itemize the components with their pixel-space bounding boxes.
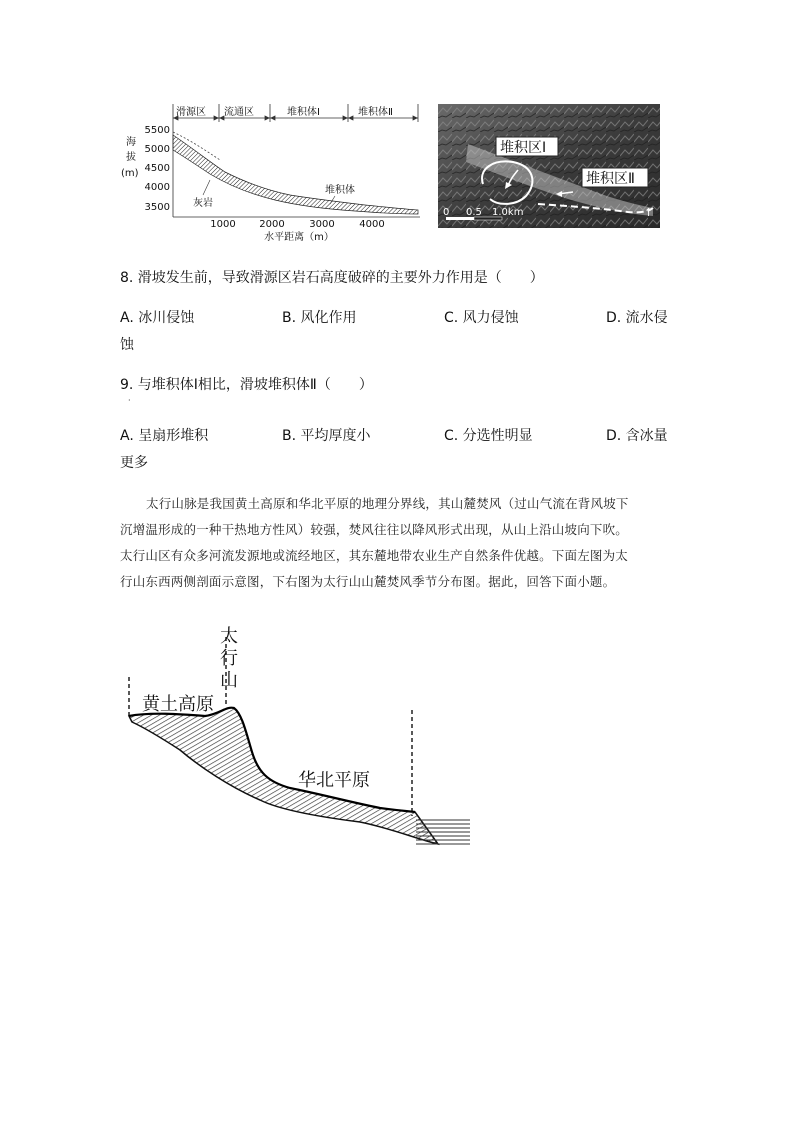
- y-axis-label-2: 拔: [126, 152, 136, 163]
- zone-label-deposit1: 堆积体Ⅰ: [287, 107, 320, 118]
- scale-label-05: 0.5: [466, 207, 482, 218]
- label-limestone: 灰岩: [193, 198, 213, 209]
- label-deposit: 堆积体: [325, 185, 355, 196]
- q8-stem: 8. 滑坡发生前，导致滑源区岩石高度破碎的主要外力作用是（ ）: [120, 270, 544, 286]
- y-tick: 5000: [144, 144, 170, 155]
- x-tick: 1000: [210, 219, 236, 230]
- q9-option-c[interactable]: C. 分选性明显: [444, 428, 533, 444]
- x-tick: 2000: [259, 219, 285, 230]
- passage-line-2: 沉增温形成的一种干热地方性风）较强，焚风往往以降风形式出现，从山上沿山坡向下吹。: [120, 522, 629, 537]
- q9-option-d-wrap: 更多: [120, 455, 148, 471]
- zone-label-deposit2: 堆积体Ⅱ: [358, 107, 393, 118]
- label-taihang-2: 行: [220, 648, 238, 669]
- q9-option-d[interactable]: D. 含冰量: [606, 428, 668, 444]
- q8-option-b[interactable]: B. 风化作用: [282, 310, 357, 326]
- sea: [416, 817, 470, 845]
- q9-option-b[interactable]: B. 平均厚度小: [282, 428, 371, 444]
- label-loess-plateau: 黄土高原: [142, 694, 214, 715]
- passage-line-3: 太行山区有众多河流发源地或流经地区，其东麓地带农业生产自然条件优越。下面左图为太: [120, 548, 629, 563]
- x-tick: 4000: [359, 219, 385, 230]
- zone-label-flow: 流通区: [224, 107, 254, 118]
- passage-line-4: 行山东西两侧剖面示意图，下右图为太行山山麓焚风季节分布图。据此，回答下面小题。: [120, 574, 616, 589]
- zone-2-label: 堆积区Ⅱ: [586, 171, 635, 187]
- north-arrow-icon: ↑: [644, 206, 654, 219]
- scale-label-0: 0: [443, 207, 450, 218]
- q9-stem: 9. 与堆积体Ⅰ相比，滑坡堆积体Ⅱ（ ）: [120, 377, 373, 393]
- landslide-profile-chart: [115, 100, 425, 245]
- y-tick: 4500: [144, 163, 170, 174]
- passage-line-1: 太行山脉是我国黄土高原和华北平原的地理分界线，其山麓焚风（过山气流在背风坡下: [146, 496, 629, 511]
- label-north-china-plain: 华北平原: [298, 770, 370, 791]
- y-tick: 5500: [144, 125, 170, 136]
- q8-option-d[interactable]: D. 流水侵: [606, 310, 668, 326]
- y-axis-label-1: 海: [126, 137, 136, 148]
- x-tick: 3000: [309, 219, 335, 230]
- q8-option-c[interactable]: C. 风力侵蚀: [444, 310, 519, 326]
- q9-option-a[interactable]: A. 呈扇形堆积: [120, 428, 209, 444]
- zone-1-label: 堆积区Ⅰ: [500, 140, 547, 156]
- terrain-profile: [129, 708, 438, 844]
- q8-option-a[interactable]: A. 冰川侵蚀: [120, 310, 195, 326]
- passage: [120, 491, 680, 595]
- label-taihang-1: 太: [220, 626, 238, 647]
- dot-mark: ·: [128, 396, 131, 405]
- y-tick: 4000: [144, 182, 170, 193]
- label-taihang-3: 山: [220, 670, 238, 691]
- zone-label-source: 滑源区: [176, 107, 206, 118]
- y-tick: 3500: [144, 202, 170, 213]
- taihang-cross-section: [120, 622, 480, 854]
- satellite-image: [438, 104, 660, 228]
- scale-label-10: 1.0km: [492, 207, 524, 218]
- y-axis-label-3: (m): [121, 168, 139, 179]
- q8-option-d-wrap: 蚀: [120, 337, 134, 353]
- x-axis-label: 水平距离（m）: [264, 232, 334, 243]
- leader-limestone: [203, 180, 210, 195]
